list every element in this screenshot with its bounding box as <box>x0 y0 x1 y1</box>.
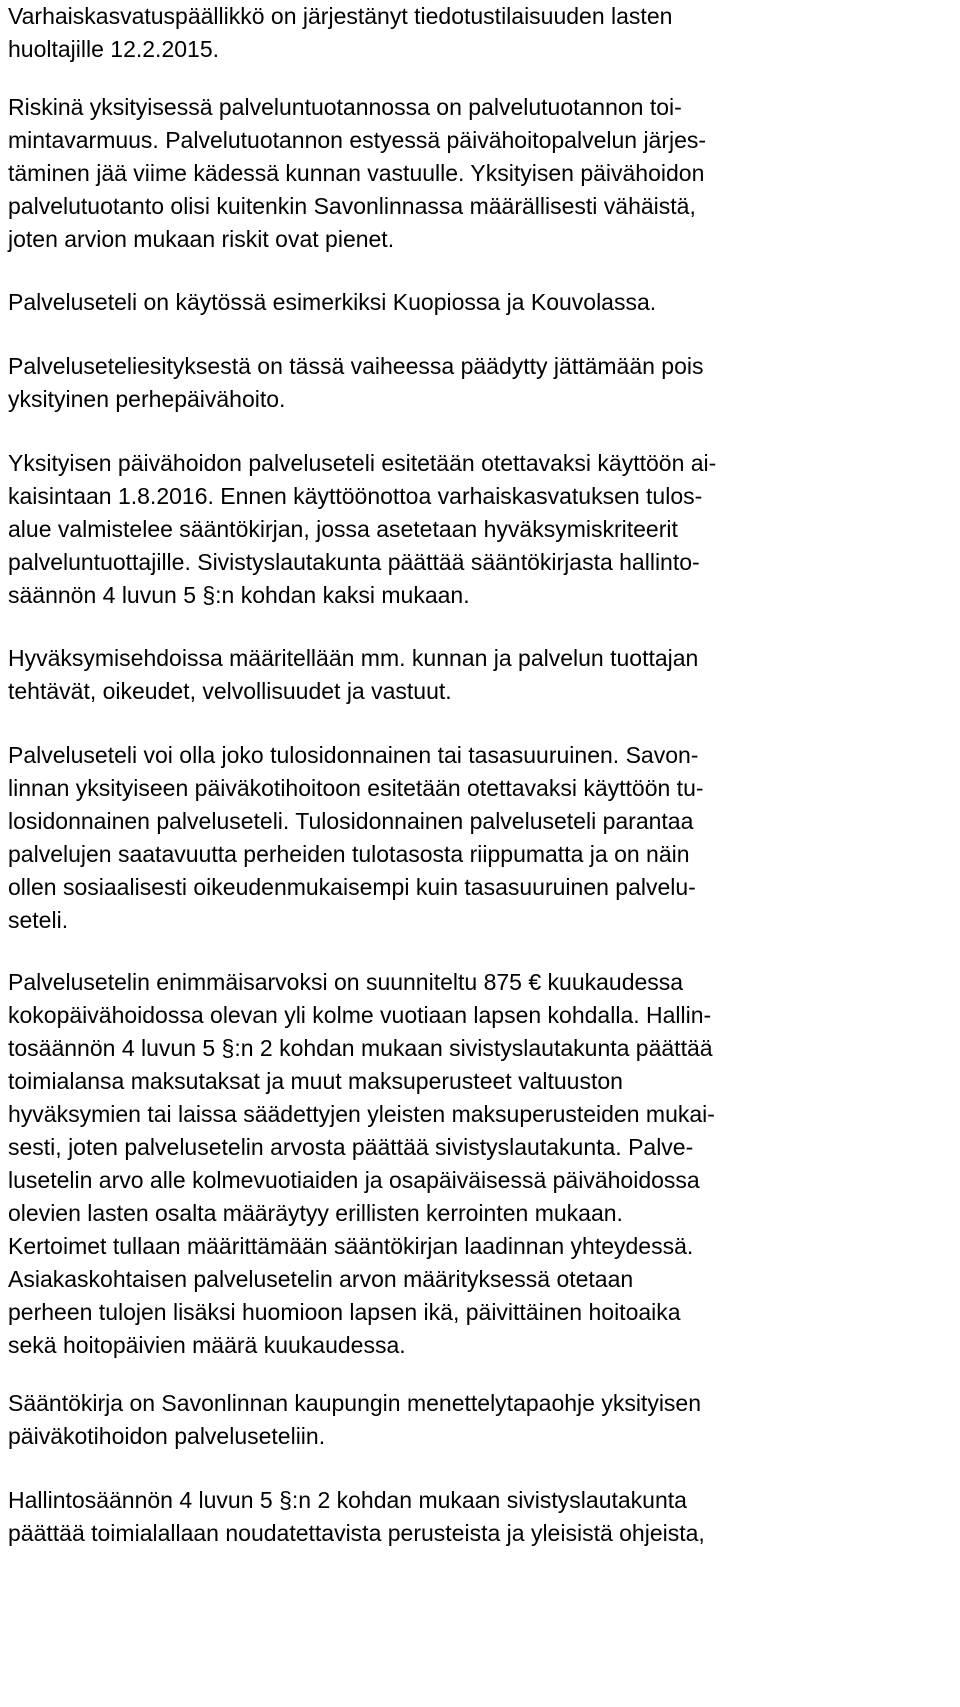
text-line: Palveluseteliesityksestä on tässä vaiheessa päädytty jättämään pois <box>8 353 704 379</box>
text-line: ollen sosiaalisesti oikeudenmukaisempi kuin tasasuuruinen palvelu- <box>8 874 696 900</box>
text-line: Hallintosäännön 4 luvun 5 §:n 2 kohdan mukaan sivistyslautakunta <box>8 1487 687 1513</box>
text-line: olevien lasten osalta määräytyy erillisten kerrointen mukaan. <box>8 1200 623 1226</box>
text-line: Palvelusetelin enimmäisarvoksi on suunniteltu 875 € kuukaudessa <box>8 969 684 995</box>
paragraph-administrative-rules <box>8 1484 953 1550</box>
text-line: Hyväksymisehdoissa määritellään mm. kunnan ja palvelun tuottajan <box>8 645 699 671</box>
paragraph-introduction-date <box>8 447 953 612</box>
text-line: losidonnainen palveluseteli. Tulosidonnainen palveluseteli parantaa <box>8 808 694 834</box>
text-line: Asiakaskohtaisen palvelusetelin arvon määrityksessä otetaan <box>8 1266 634 1292</box>
paragraph-rulebook <box>8 1387 953 1453</box>
text-line: joten arvion mukaan riskit ovat pienet. <box>8 226 395 252</box>
text-line: Yksityisen päivähoidon palveluseteli esitetään otettavaksi käyttöön ai- <box>8 450 717 476</box>
paragraph-examples <box>8 286 953 319</box>
text-line: Varhaiskasvatuspäällikkö on järjestänyt tiedotustilaisuuden lasten <box>8 3 673 29</box>
text-line: yksityinen perhepäivähoito. <box>8 386 286 412</box>
text-line: kaisintaan 1.8.2016. Ennen käyttöönottoa varhaiskasvatuksen tulos- <box>8 483 703 509</box>
text-line: päiväkotihoidon palveluseteliin. <box>8 1423 326 1449</box>
text-line: Riskinä yksityisessä palveluntuotannossa on palvelutuotannon toi- <box>8 94 682 120</box>
text-line: Palveluseteli voi olla joko tulosidonnainen tai tasasuuruinen. Savon- <box>8 742 699 768</box>
paragraph-exclusion <box>8 350 953 416</box>
text-line: hyväksymien tai laissa säädettyjen yleisten maksuperusteiden mukai- <box>8 1101 715 1127</box>
text-line: palveluntuottajille. Sivistyslautakunta päättää sääntökirjasta hallinto- <box>8 549 700 575</box>
text-line: mintavarmuus. Palvelutuotannon estyessä päivähoitopalvelun järjes- <box>8 127 707 153</box>
text-line: alue valmistelee sääntökirjan, jossa asetetaan hyväksymiskriteerit <box>8 516 678 542</box>
text-line: linnan yksityiseen päiväkotihoitoon esitetään otettavaksi käyttöön tu- <box>8 775 704 801</box>
text-line: sesti, joten palvelusetelin arvosta päättää sivistyslautakunta. Palve- <box>8 1134 694 1160</box>
text-line: tosäännön 4 luvun 5 §:n 2 kohdan mukaan sivistyslautakunta päättää <box>8 1035 713 1061</box>
text-line: päättää toimialallaan noudatettavista perusteista ja yleisistä ohjeista, <box>8 1520 705 1546</box>
text-line: säännön 4 luvun 5 §:n kohdan kaksi mukaan. <box>8 582 470 608</box>
text-line: sekä hoitopäivien määrä kuukaudessa. <box>8 1332 406 1358</box>
text-line: toimialansa maksutaksat ja muut maksuperusteet valtuuston <box>8 1068 623 1094</box>
paragraph-voucher-value <box>8 966 953 1362</box>
paragraph-approval-terms <box>8 642 953 708</box>
text-line: palvelutuotanto olisi kuitenkin Savonlinnassa määrällisesti vähäistä, <box>8 193 696 219</box>
text-line: perheen tulojen lisäksi huomioon lapsen ikä, päivittäinen hoitoaika <box>8 1299 681 1325</box>
text-line: palvelujen saatavuutta perheiden tulotasosta riippumatta ja on näin <box>8 841 690 867</box>
paragraph-voucher-type <box>8 739 953 937</box>
text-line: seteli. <box>8 907 69 933</box>
text-line: kokopäivähoidossa olevan yli kolme vuotiaan lapsen kohdalla. Hallin- <box>8 1002 712 1028</box>
paragraph-info-session <box>8 0 953 66</box>
text-line: Kertoimet tullaan määrittämään sääntökirjan laadinnan yhteydessä. <box>8 1233 694 1259</box>
text-line: täminen jää viime kädessä kunnan vastuulle. Yksityisen päivähoidon <box>8 160 705 186</box>
text-line: tehtävät, oikeudet, velvollisuudet ja vastuut. <box>8 678 452 704</box>
text-line: lusetelin arvo alle kolmevuotiaiden ja osapäiväisessä päivähoidossa <box>8 1167 700 1193</box>
text-line: Sääntökirja on Savonlinnan kaupungin menettelytapaohje yksityisen <box>8 1390 702 1416</box>
text-line: huoltajille 12.2.2015. <box>8 36 219 62</box>
paragraph-risks <box>8 91 953 256</box>
text-line: Palveluseteli on käytössä esimerkiksi Kuopiossa ja Kouvolassa. <box>8 289 657 315</box>
